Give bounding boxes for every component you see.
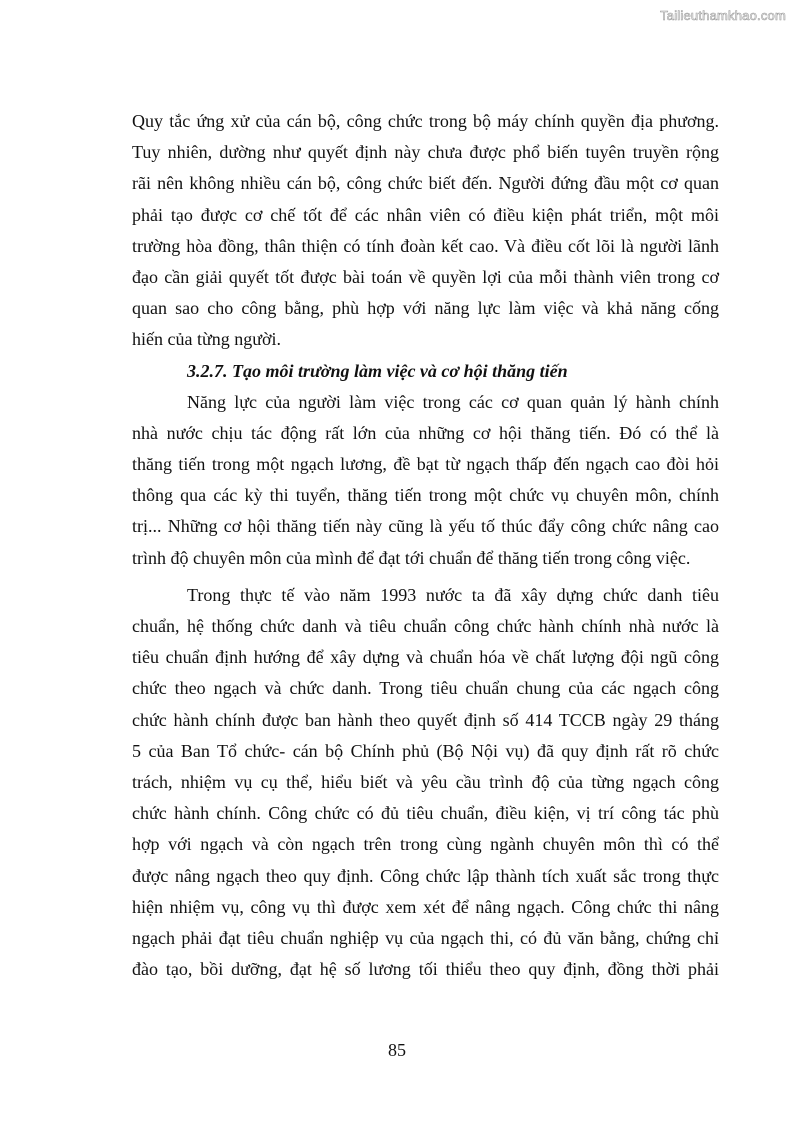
text-line: rãi nên không nhiều cán bộ, công chức biết đến. Người đứng đầu một cơ quan bbox=[132, 173, 719, 194]
text-line: hiến của từng người. bbox=[132, 329, 282, 350]
text-line: thông qua các kỳ thi tuyển, thăng tiến trong một chức vụ chuyên môn, chính bbox=[132, 485, 719, 506]
text-line: chuẩn, hệ thống chức danh và tiêu chuẩn công chức hành chính nhà nước là bbox=[132, 616, 719, 636]
text-line: tiêu chuẩn định hướng để xây dựng và chuẩn hóa về chất lượng đội ngũ công bbox=[132, 647, 719, 668]
text-line: hiện nhiệm vụ, công vụ thì được xem xét để nâng ngạch. Công chức thi nâng bbox=[132, 896, 719, 917]
section-heading: 3.2.7. Tạo môi trường làm việc và cơ hội thăng tiến bbox=[187, 360, 568, 381]
page-number: 85 bbox=[388, 1040, 406, 1060]
paragraph-3 bbox=[132, 580, 719, 985]
paragraph-1 bbox=[132, 106, 719, 356]
text-line: Năng lực của người làm việc trong các cơ quan quản lý hành chính bbox=[187, 391, 719, 412]
text-line: trị... Những cơ hội thăng tiến này cũng là yếu tố thúc đẩy công chức nâng cao bbox=[132, 516, 719, 537]
watermark-text: Tailieuthamkhao.com bbox=[660, 8, 786, 23]
text-line: ngạch phải đạt tiêu chuẩn nghiệp vụ của ngạch thi, có đủ văn bằng, chứng chỉ bbox=[132, 927, 719, 948]
text-line: chức theo ngạch và chức danh. Trong tiêu chuẩn chung của các ngạch công bbox=[132, 678, 719, 699]
text-line: trường hòa đồng, thân thiện có tính đoàn kết cao. Và điều cốt lõi là người lãnh bbox=[132, 235, 719, 256]
text-line: đào tạo, bồi dưỡng, đạt hệ số lương tối thiểu theo quy định, đồng thời phải bbox=[132, 959, 719, 980]
text-line: đạo cần giải quyết tốt được bài toán về quyền lợi của mỗi thành viên trong cơ bbox=[132, 266, 719, 287]
text-line: trách, nhiệm vụ cụ thể, hiểu biết và yêu cầu trình độ của từng ngạch công bbox=[132, 771, 719, 792]
text-line: Quy tắc ứng xử của cán bộ, công chức trong bộ máy chính quyền địa phương. bbox=[132, 111, 719, 131]
text-line: được nâng ngạch theo quy định. Công chức lập thành tích xuất sắc trong thực bbox=[132, 865, 719, 886]
text-line: chức hành chính. Công chức có đủ tiêu chuẩn, điều kiện, vị trí công tác phù bbox=[132, 803, 719, 824]
text-line: phải tạo được cơ chế tốt để các nhân viên có điều kiện phát triển, một môi bbox=[132, 204, 719, 225]
paragraph-2 bbox=[132, 387, 719, 574]
text-line: quan sao cho công bằng, phù hợp với năng lực làm việc và khả năng cống bbox=[132, 298, 719, 319]
document-body bbox=[132, 106, 719, 985]
text-line: nhà nước chịu tác động rất lớn của những cơ hội thăng tiến. Đó có thể là bbox=[132, 422, 719, 443]
text-line: hợp với ngạch và còn ngạch trên trong cùng ngành chuyên môn thì có thể bbox=[132, 834, 719, 855]
text-line: Tuy nhiên, dường như quyết định này chưa được phổ biến tuyên truyền rộng bbox=[132, 142, 719, 163]
text-line: 5 của Ban Tổ chức- cán bộ Chính phủ (Bộ Nội vụ) đã quy định rất rõ chức bbox=[132, 740, 719, 761]
text-line: Trong thực tế vào năm 1993 nước ta đã xây dựng chức danh tiêu bbox=[187, 584, 719, 605]
text-line: thăng tiến trong một ngạch lương, đề bạt từ ngạch thấp đến ngạch cao đòi hỏi bbox=[132, 454, 719, 475]
text-line: chức hành chính được ban hành theo quyết định số 414 TCCB ngày 29 tháng bbox=[132, 709, 719, 730]
text-line: trình độ chuyên môn của mình để đạt tới chuẩn để thăng tiến trong công việc. bbox=[132, 547, 691, 568]
